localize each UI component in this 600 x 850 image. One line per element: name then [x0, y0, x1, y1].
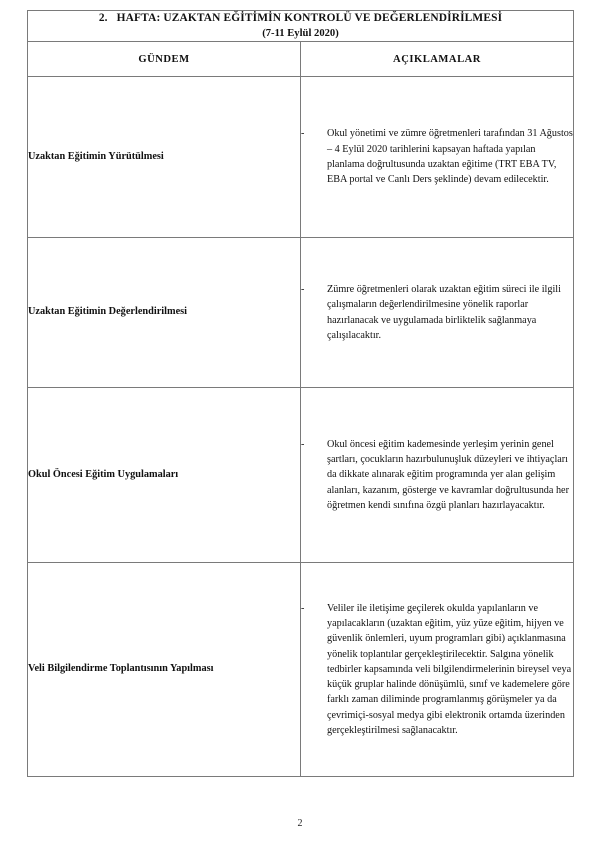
bullet-text: Veliler ile iletişime geçilerek okulda yapılanların ve yapılacakların (uzaktan eğitim, yüz yüze eğitim, hijyen ve güvenlik önlemleri, uyum programları gibi) açıklanmasına yönelik toplantılar gerçekleştirilecektir. Salgına yönelik tedbirler kapsamında veli bilgilendirmelerinin bireysel veya küçük gruplar halinde dönüşümlü, sınıf ve kademelere göre farklı zaman diliminde programlanmış görüşmeler ya da çevrimiçi-sosyal medya gibi elektronik ortamda üzerinden gerçekleştirilmesi sağlanacaktır. [327, 602, 572, 737]
bullet-dash-icon: - [301, 283, 305, 295]
description-cell [301, 77, 574, 238]
table-header-row [28, 42, 574, 77]
document-title-banner [28, 11, 574, 42]
title-main-text: HAFTA: UZAKTAN EĞİTİMİN KONTROLÜ VE DEĞERLENDİRİLMESİ [116, 12, 503, 24]
column-header-descriptions: AÇIKLAMALAR [301, 42, 574, 77]
bullet-item [301, 437, 573, 513]
bullet-text: Zümre öğretmenleri olarak uzaktan eğitim süreci ile ilgili çalışmaların değerlendirilmesine yönelik raporlar hazırlanacak ve uygulamada birliktelik sağlanmaya çalışılacaktır. [327, 283, 561, 341]
bullet-dash-icon: - [301, 128, 305, 140]
agenda-cell: Okul Öncesi Eğitim Uygulamaları [28, 388, 301, 563]
bullet-text: Okul yönetimi ve zümre öğretmenleri tarafından 31 Ağustos – 4 Eylül 2020 tarihlerini kapsayan haftada yapılan planlama doğrultusunda uzaktan eğitime (TRT EBA TV, EBA portal ve Canlı Ders şeklinde) devam edilecektir. [327, 128, 573, 186]
description-cell [301, 388, 574, 563]
table-row [28, 238, 574, 388]
bullet-dash-icon: - [301, 602, 305, 614]
page-number: 2 [297, 818, 303, 829]
table-row [28, 388, 574, 563]
table-row [28, 77, 574, 238]
column-header-agenda: GÜNDEM [28, 42, 301, 77]
title-date-range: (7-11 Eylül 2020) [262, 28, 339, 40]
description-cell [301, 238, 574, 388]
table-title-row [28, 11, 574, 42]
bullet-item [301, 601, 573, 739]
document-title-line [28, 11, 573, 25]
bullet-item [301, 126, 573, 187]
bullet-dash-icon: - [301, 438, 305, 450]
weekly-plan-table [27, 10, 574, 777]
bullet-text: Okul öncesi eğitim kademesinde yerleşim yerinin genel şartları, çocukların hazırbulunuşluk düzeyleri ve ihtiyaçları da dikkate alınarak eğitim programında yer alan gelişim alanları, kazanım, gösterge ve kavramlar doğrultusunda her öğretmen kendi sınıfına özgü planları hazırlayacaktır. [327, 438, 569, 511]
bullet-item [301, 282, 573, 343]
title-week-number: 2. [98, 12, 108, 24]
agenda-cell: Veli Bilgilendirme Toplantısının Yapılması [28, 563, 301, 777]
table-row [28, 563, 574, 777]
agenda-cell: Uzaktan Eğitimin Yürütülmesi [28, 77, 301, 238]
description-cell [301, 563, 574, 777]
agenda-cell: Uzaktan Eğitimin Değerlendirilmesi [28, 238, 301, 388]
